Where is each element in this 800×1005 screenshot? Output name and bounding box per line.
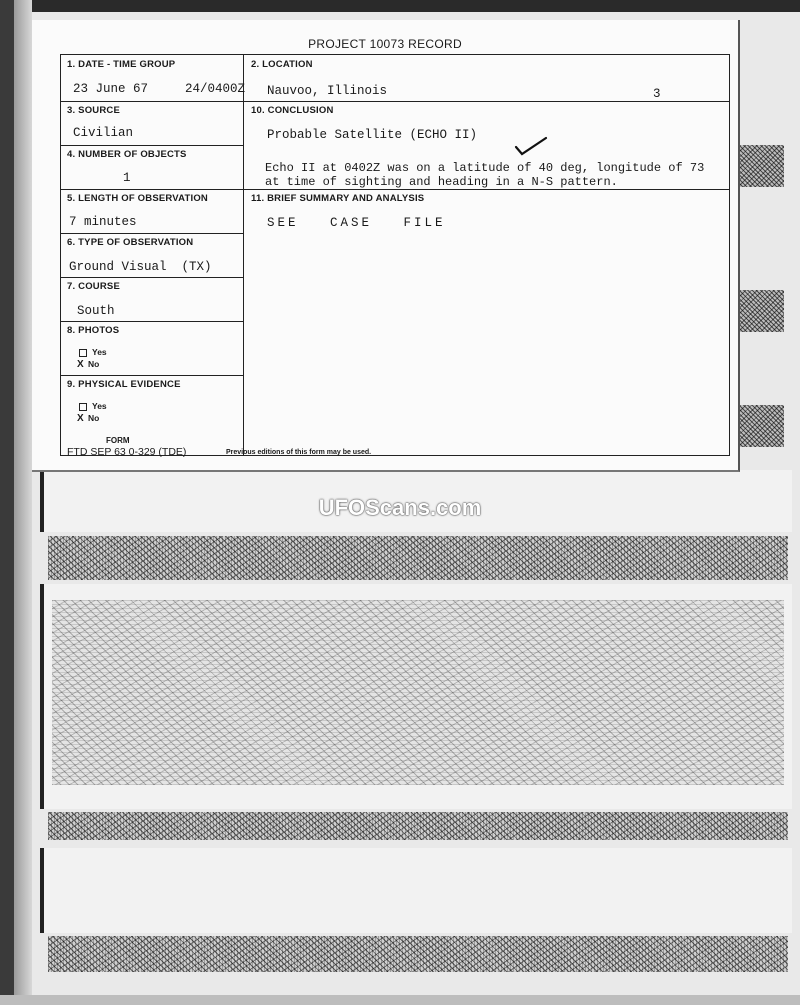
location-label: 2. LOCATION: [251, 59, 313, 70]
handwritten-checkmark-icon: [514, 135, 548, 157]
num-objects-label: 4. NUMBER OF OBJECTS: [67, 149, 187, 160]
source-label: 3. SOURCE: [67, 105, 121, 116]
background-noise-band: [48, 812, 788, 840]
physical-no-option: [77, 413, 99, 424]
photos-yes-label: Yes: [92, 347, 107, 357]
photos-yes-option: [79, 347, 107, 357]
checkbox-checked-icon: X: [77, 413, 84, 424]
checkbox-empty-icon: [79, 403, 87, 411]
form-grid: [60, 54, 730, 456]
watermark: UFOScans.com: [318, 495, 482, 520]
conclusion-value: Probable Satellite (ECHO II): [267, 128, 478, 142]
type-obs-label: 6. TYPE OF OBSERVATION: [67, 237, 194, 248]
course-value: South: [77, 304, 115, 318]
row-divider: [61, 233, 243, 234]
row-divider: [61, 321, 243, 322]
footer-form-word: FORM: [106, 436, 130, 445]
column-divider: [243, 55, 244, 455]
physical-yes-label: Yes: [92, 401, 107, 411]
conclusion-detail-line2: at time of sighting and heading in a N-S pattern.: [265, 175, 618, 189]
row-divider: [243, 189, 729, 190]
type-obs-value: Ground Visual (TX): [69, 260, 212, 274]
physical-no-label: No: [88, 413, 100, 423]
footer-form-id: FTD SEP 63 0-329 (TDE): [67, 446, 187, 458]
location-extra: 3: [653, 87, 661, 101]
row-divider: [61, 189, 243, 190]
background-noise-band: [48, 936, 788, 972]
background-strip-noise: [738, 405, 784, 447]
physical-yes-option: [79, 401, 107, 411]
photos-no-label: No: [88, 359, 100, 369]
location-value: Nauvoo, Illinois: [267, 84, 388, 98]
conclusion-detail-line1: Echo II at 0402Z was on a latitude of 40 deg, longitude of 73: [265, 161, 705, 175]
date-value: 23 June 67: [73, 82, 149, 96]
conclusion-label: 10. CONCLUSION: [251, 105, 334, 116]
background-strip-noise: [738, 145, 784, 187]
checkbox-empty-icon: [79, 349, 87, 357]
time-value: 24/0400Z: [185, 82, 246, 96]
photos-no-option: [77, 359, 99, 370]
checkbox-checked-icon: X: [77, 359, 84, 370]
source-value: Civilian: [73, 126, 134, 140]
background-film-strip: [40, 848, 792, 933]
length-value: 7 minutes: [69, 215, 137, 229]
row-divider: [61, 277, 243, 278]
summary-value: SEE CASE FILE: [267, 216, 446, 230]
record-form-card: [32, 20, 740, 472]
background-strip-noise: [738, 290, 784, 332]
scan-edge-top: [0, 0, 800, 12]
footer-note: Previous editions of this form may be used.: [226, 449, 372, 456]
row-divider: [61, 375, 243, 376]
date-time-label: 1. DATE - TIME GROUP: [67, 59, 176, 70]
row-divider: [243, 101, 729, 102]
physical-evidence-label: 9. PHYSICAL EVIDENCE: [67, 379, 181, 390]
course-label: 7. COURSE: [67, 281, 121, 292]
form-title: PROJECT 10073 RECORD: [308, 37, 462, 51]
background-noise-block: [52, 600, 784, 785]
photos-label: 8. PHOTOS: [67, 325, 120, 336]
num-objects-value: 1: [123, 171, 131, 185]
background-noise-band: [48, 536, 788, 580]
row-divider: [61, 145, 243, 146]
length-label: 5. LENGTH OF OBSERVATION: [67, 193, 208, 204]
row-divider: [61, 101, 243, 102]
summary-label: 11. BRIEF SUMMARY AND ANALYSIS: [251, 193, 425, 204]
scan-edge-bottom: [0, 995, 800, 1005]
